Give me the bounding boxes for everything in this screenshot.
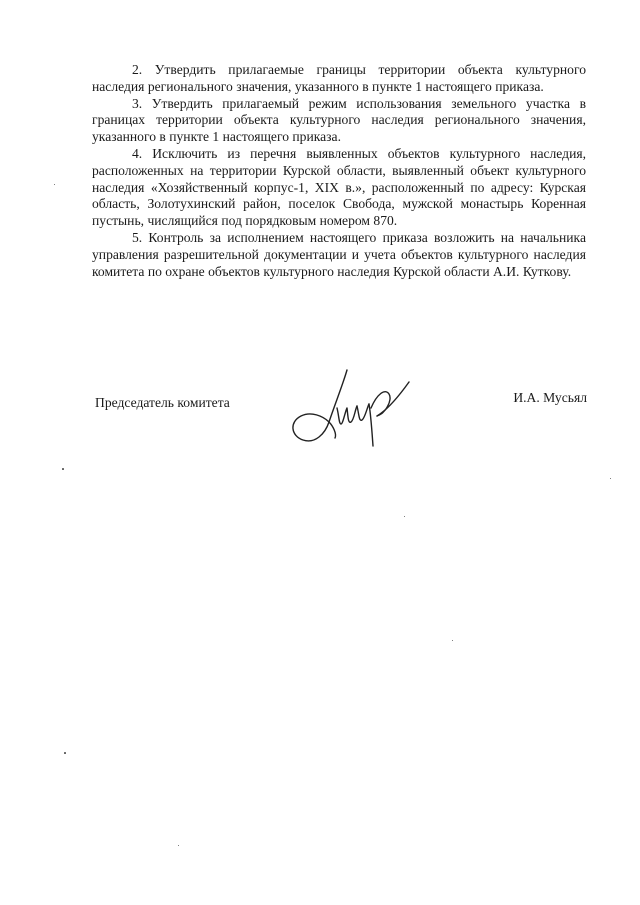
handwritten-signature bbox=[285, 364, 415, 454]
scan-speck bbox=[62, 468, 64, 470]
position-title: Председатель комитета bbox=[95, 395, 230, 410]
scan-speck bbox=[610, 478, 611, 479]
order-item-4: 4. Исключить из перечня выявленных объектов культурного наследия, расположенных на территории Курской области, выявленный объект культурного наследия «Хозяйственный корпус-1, XIX в.», расположенный по адресу: Курская область, Золотухинский район, поселок Свобода, мужской монастырь Коренная пустынь, числящийся под порядковым номером 870. bbox=[92, 145, 586, 229]
order-item-5: 5. Контроль за исполнением настоящего приказа возложить на начальника управления разрешительной документации и учета объектов культурного наследия комитета по охране объектов культурного наследия Курской области А.И. Куткову. bbox=[92, 229, 586, 279]
signature-block bbox=[95, 390, 587, 460]
scan-speck bbox=[178, 845, 179, 846]
scan-speck bbox=[64, 752, 66, 754]
order-item-2: 2. Утвердить прилагаемые границы территории объекта культурного наследия регионального значения, указанного в пункте 1 настоящего приказа. bbox=[92, 62, 586, 94]
scan-speck bbox=[404, 516, 405, 517]
scan-speck bbox=[452, 640, 453, 641]
scan-speck bbox=[54, 184, 55, 185]
order-body bbox=[92, 62, 586, 280]
signer-name: И.А. Мусьял bbox=[513, 390, 587, 405]
order-item-3: 3. Утвердить прилагаемый режим использования земельного участка в границах территории объекта культурного наследия регионального значения, указанного в пункте 1 настоящего приказа. bbox=[92, 95, 586, 145]
